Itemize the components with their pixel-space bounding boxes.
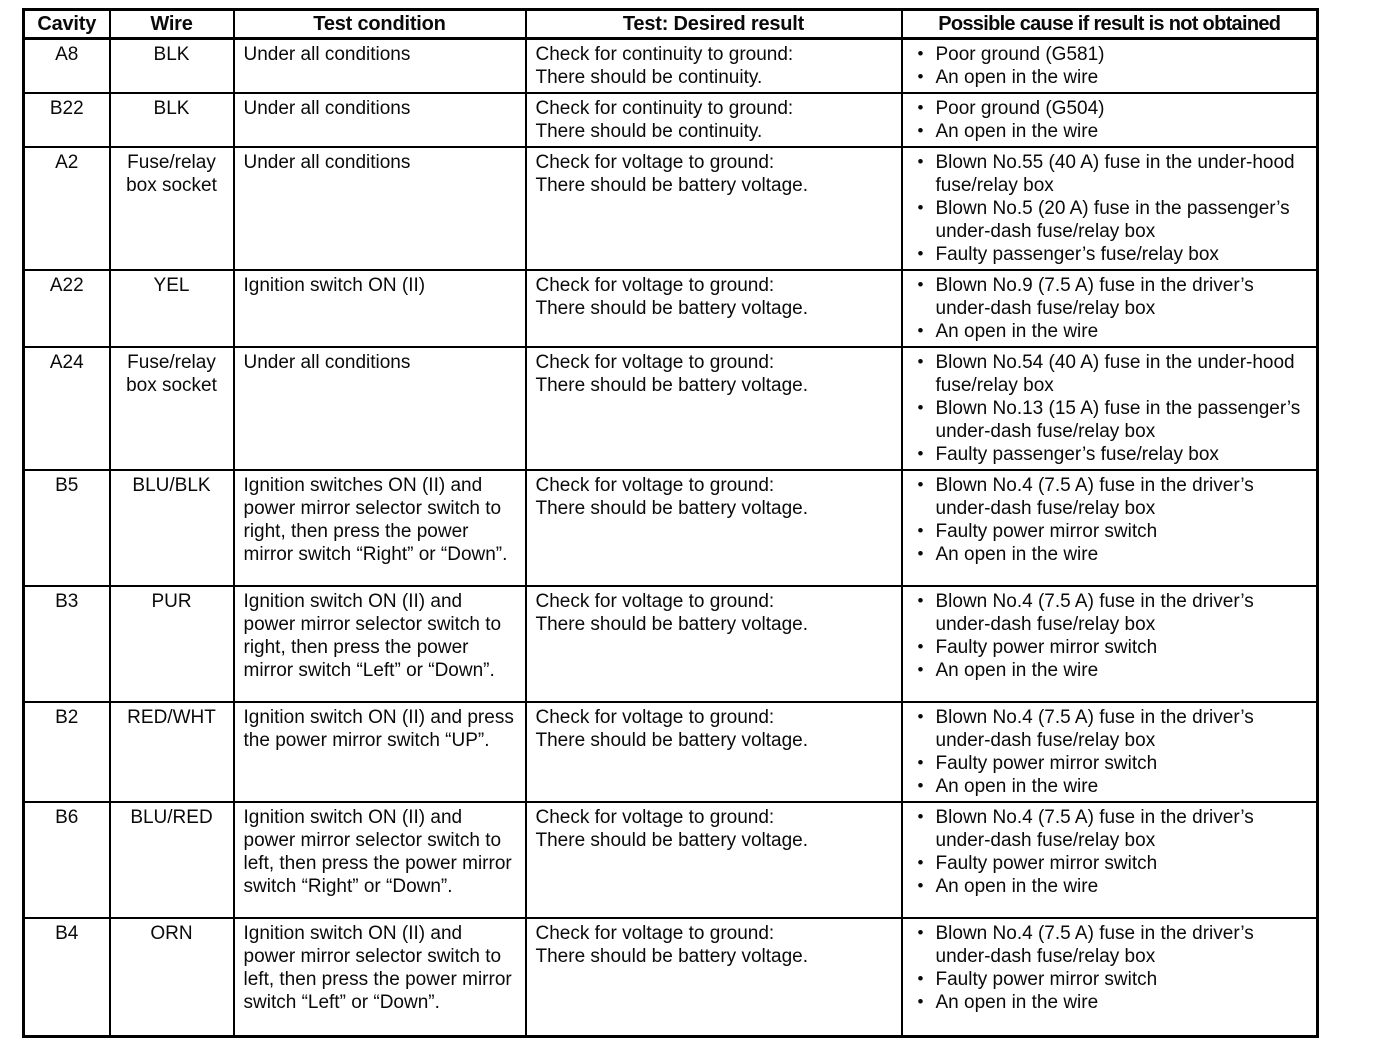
result-line: There should be continuity. bbox=[535, 121, 763, 142]
cavity-cell: B4 bbox=[24, 918, 110, 1036]
desired-result-cell bbox=[526, 702, 902, 802]
possible-cause-cell bbox=[902, 918, 1318, 1036]
cause-list bbox=[912, 151, 1310, 266]
wire-cell: YEL bbox=[110, 270, 234, 347]
test-condition-cell: Under all conditions bbox=[234, 147, 526, 270]
wire-cell: BLU/RED bbox=[110, 802, 234, 918]
header-row bbox=[24, 10, 1318, 39]
cause-list bbox=[912, 706, 1310, 798]
result-line: There should be battery voltage. bbox=[535, 498, 809, 519]
cause-list bbox=[912, 590, 1310, 682]
test-condition-cell: Ignition switch ON (II) and power mirror selector switch to left, then press the power mirror switch “Right” or “Down”. bbox=[234, 802, 526, 918]
cause-item: • An open in the wire bbox=[912, 320, 1310, 343]
cause-item: • An open in the wire bbox=[912, 543, 1310, 566]
result-line: Check for continuity to ground: bbox=[535, 98, 794, 119]
cause-item: • Faulty power mirror switch bbox=[912, 852, 1310, 875]
wire-cell: BLU/BLK bbox=[110, 470, 234, 586]
result-line: There should be battery voltage. bbox=[535, 175, 809, 196]
possible-cause-cell bbox=[902, 347, 1318, 470]
cause-item: • Faulty power mirror switch bbox=[912, 752, 1310, 775]
header-cavity: Cavity bbox=[24, 10, 110, 39]
cause-item: • An open in the wire bbox=[912, 875, 1310, 898]
cause-item: • Poor ground (G504) bbox=[912, 97, 1310, 120]
table-row bbox=[24, 347, 1318, 470]
possible-cause-cell bbox=[902, 586, 1318, 702]
wire-cell: Fuse/relay box socket bbox=[110, 147, 234, 270]
header-test-condition: Test condition bbox=[234, 10, 526, 39]
desired-result-cell bbox=[526, 347, 902, 470]
test-condition-cell: Ignition switch ON (II) bbox=[234, 270, 526, 347]
header-possible-cause: Possible cause if result is not obtained bbox=[902, 10, 1318, 39]
desired-result-cell bbox=[526, 147, 902, 270]
table-row bbox=[24, 147, 1318, 270]
cause-item: • Faulty passenger’s fuse/relay box bbox=[912, 443, 1310, 466]
cavity-cell: A24 bbox=[24, 347, 110, 470]
result-line: Check for voltage to ground: bbox=[535, 807, 775, 828]
possible-cause-cell bbox=[902, 702, 1318, 802]
test-condition-cell: Under all conditions bbox=[234, 39, 526, 94]
cause-item: • Blown No.55 (40 A) fuse in the under-hood fuse/relay box bbox=[912, 151, 1310, 197]
possible-cause-cell bbox=[902, 147, 1318, 270]
desired-result-cell bbox=[526, 93, 902, 147]
test-condition-cell: Ignition switches ON (II) and power mirror selector switch to right, then press the power mirror switch “Right” or “Down”. bbox=[234, 470, 526, 586]
wire-cell: Fuse/relay box socket bbox=[110, 347, 234, 470]
table-row bbox=[24, 470, 1318, 586]
result-line: Check for voltage to ground: bbox=[535, 352, 775, 373]
result-line: Check for voltage to ground: bbox=[535, 152, 775, 173]
cause-item: • An open in the wire bbox=[912, 120, 1310, 143]
wire-cell: BLK bbox=[110, 39, 234, 94]
cause-item: • Blown No.4 (7.5 A) fuse in the driver’s under-dash fuse/relay box bbox=[912, 922, 1310, 968]
cavity-cell: B3 bbox=[24, 586, 110, 702]
result-line: Check for voltage to ground: bbox=[535, 591, 775, 612]
cavity-cell: A22 bbox=[24, 270, 110, 347]
cavity-cell: B22 bbox=[24, 93, 110, 147]
cause-list bbox=[912, 97, 1310, 143]
cause-item: • Blown No.4 (7.5 A) fuse in the driver’s under-dash fuse/relay box bbox=[912, 590, 1310, 636]
desired-result-cell bbox=[526, 39, 902, 94]
cause-item: • Blown No.9 (7.5 A) fuse in the driver’s under-dash fuse/relay box bbox=[912, 274, 1310, 320]
cavity-cell: B2 bbox=[24, 702, 110, 802]
test-condition-cell: Under all conditions bbox=[234, 347, 526, 470]
header-wire: Wire bbox=[110, 10, 234, 39]
cause-item: • Blown No.13 (15 A) fuse in the passenger’s under-dash fuse/relay box bbox=[912, 397, 1310, 443]
table-row bbox=[24, 918, 1318, 1036]
result-line: There should be battery voltage. bbox=[535, 375, 809, 396]
result-line: Check for voltage to ground: bbox=[535, 707, 775, 728]
test-condition-cell: Under all conditions bbox=[234, 93, 526, 147]
table-header bbox=[24, 10, 1318, 39]
table-row bbox=[24, 802, 1318, 918]
possible-cause-cell bbox=[902, 39, 1318, 94]
desired-result-cell bbox=[526, 586, 902, 702]
cause-item: • Faulty power mirror switch bbox=[912, 968, 1310, 991]
cause-item: • Faulty power mirror switch bbox=[912, 520, 1310, 543]
result-line: There should be battery voltage. bbox=[535, 730, 809, 751]
result-line: There should be battery voltage. bbox=[535, 830, 809, 851]
test-condition-cell: Ignition switch ON (II) and power mirror selector switch to right, then press the power mirror switch “Left” or “Down”. bbox=[234, 586, 526, 702]
test-condition-cell: Ignition switch ON (II) and power mirror selector switch to left, then press the power mirror switch “Left” or “Down”. bbox=[234, 918, 526, 1036]
result-line: Check for voltage to ground: bbox=[535, 923, 775, 944]
test-condition-cell: Ignition switch ON (II) and press the power mirror switch “UP”. bbox=[234, 702, 526, 802]
cause-item: • Blown No.4 (7.5 A) fuse in the driver’s under-dash fuse/relay box bbox=[912, 806, 1310, 852]
table-row bbox=[24, 93, 1318, 147]
possible-cause-cell bbox=[902, 270, 1318, 347]
result-line: There should be battery voltage. bbox=[535, 946, 809, 967]
wire-cell: ORN bbox=[110, 918, 234, 1036]
header-desired-result: Test: Desired result bbox=[526, 10, 902, 39]
result-line: Check for voltage to ground: bbox=[535, 275, 775, 296]
desired-result-cell bbox=[526, 470, 902, 586]
table-row bbox=[24, 586, 1318, 702]
cause-item: • An open in the wire bbox=[912, 991, 1310, 1014]
desired-result-cell bbox=[526, 918, 902, 1036]
cause-item: • An open in the wire bbox=[912, 66, 1310, 89]
cavity-cell: B5 bbox=[24, 470, 110, 586]
cause-list bbox=[912, 922, 1310, 1014]
possible-cause-cell bbox=[902, 802, 1318, 918]
possible-cause-cell bbox=[902, 93, 1318, 147]
cause-item: • Poor ground (G581) bbox=[912, 43, 1310, 66]
cause-item: • Blown No.4 (7.5 A) fuse in the driver’s under-dash fuse/relay box bbox=[912, 706, 1310, 752]
result-line: There should be continuity. bbox=[535, 67, 763, 88]
cause-item: • Faulty power mirror switch bbox=[912, 636, 1310, 659]
cause-list bbox=[912, 274, 1310, 343]
cavity-cell: A8 bbox=[24, 39, 110, 94]
table-row bbox=[24, 270, 1318, 347]
result-line: Check for voltage to ground: bbox=[535, 475, 775, 496]
cause-list bbox=[912, 474, 1310, 566]
wire-cell: RED/WHT bbox=[110, 702, 234, 802]
wire-cell: BLK bbox=[110, 93, 234, 147]
cavity-cell: B6 bbox=[24, 802, 110, 918]
cause-list bbox=[912, 806, 1310, 898]
result-line: Check for continuity to ground: bbox=[535, 44, 794, 65]
table-row bbox=[24, 39, 1318, 94]
possible-cause-cell bbox=[902, 470, 1318, 586]
cause-item: • Blown No.5 (20 A) fuse in the passenger’s under-dash fuse/relay box bbox=[912, 197, 1310, 243]
cause-list bbox=[912, 43, 1310, 89]
result-line: There should be battery voltage. bbox=[535, 298, 809, 319]
cavity-cell: A2 bbox=[24, 147, 110, 270]
desired-result-cell bbox=[526, 802, 902, 918]
cause-item: • Blown No.4 (7.5 A) fuse in the driver’s under-dash fuse/relay box bbox=[912, 474, 1310, 520]
cause-item: • An open in the wire bbox=[912, 775, 1310, 798]
table-body bbox=[24, 39, 1318, 1037]
cause-item: • Faulty passenger’s fuse/relay box bbox=[912, 243, 1310, 266]
cause-item: • An open in the wire bbox=[912, 659, 1310, 682]
result-line: There should be battery voltage. bbox=[535, 614, 809, 635]
cause-item: • Blown No.54 (40 A) fuse in the under-hood fuse/relay box bbox=[912, 351, 1310, 397]
wire-cell: PUR bbox=[110, 586, 234, 702]
cause-list bbox=[912, 351, 1310, 466]
troubleshooting-table bbox=[22, 8, 1319, 1038]
desired-result-cell bbox=[526, 270, 902, 347]
table-row bbox=[24, 702, 1318, 802]
